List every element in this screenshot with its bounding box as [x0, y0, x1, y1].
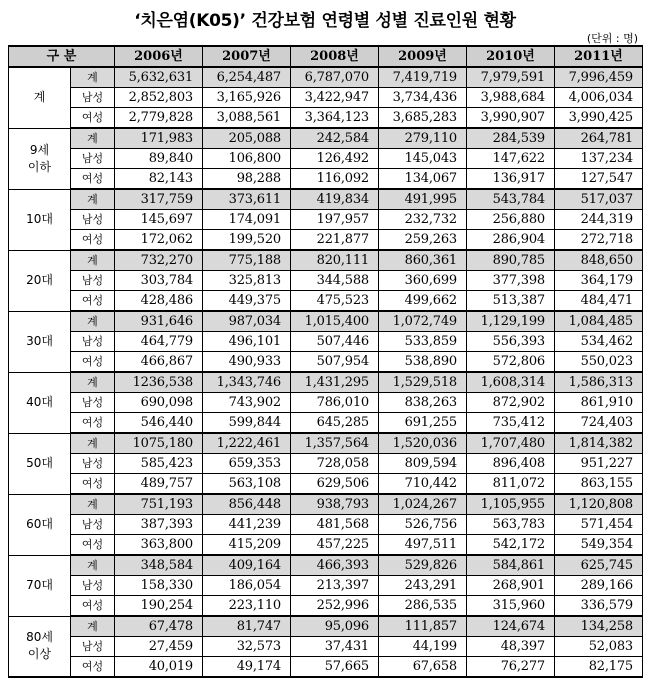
value-cell: 364,179	[555, 271, 643, 291]
value-cell: 489,757	[115, 474, 203, 495]
value-cell: 571,454	[555, 515, 643, 535]
value-cell: 3,990,425	[555, 108, 643, 129]
value-cell: 197,957	[291, 210, 379, 230]
value-cell: 3,734,436	[379, 88, 467, 108]
value-cell: 272,718	[555, 230, 643, 251]
table-row	[9, 515, 643, 535]
value-cell: 1,586,313	[555, 372, 643, 393]
age-group-label: 10대	[9, 189, 71, 250]
value-cell: 419,834	[291, 189, 379, 210]
sex-label: 남성	[71, 637, 115, 657]
value-cell: 286,535	[379, 596, 467, 617]
table-row	[9, 413, 643, 434]
value-cell: 284,539	[467, 128, 555, 149]
value-cell: 896,408	[467, 454, 555, 474]
value-cell: 116,092	[291, 169, 379, 190]
value-cell: 491,995	[379, 189, 467, 210]
value-cell: 289,166	[555, 576, 643, 596]
value-cell: 3,165,926	[203, 88, 291, 108]
value-cell: 348,584	[115, 555, 203, 576]
sex-label: 계	[71, 67, 115, 88]
value-cell: 1,520,036	[379, 433, 467, 454]
sex-label: 계	[71, 250, 115, 271]
value-cell: 1,222,461	[203, 433, 291, 454]
table-row	[9, 454, 643, 474]
value-cell: 1075,180	[115, 433, 203, 454]
age-group-label: 계	[9, 67, 71, 128]
value-cell: 546,440	[115, 413, 203, 434]
value-cell: 732,270	[115, 250, 203, 271]
value-cell: 3,422,947	[291, 88, 379, 108]
value-cell: 860,361	[379, 250, 467, 271]
value-cell: 111,857	[379, 616, 467, 637]
sex-label: 여성	[71, 413, 115, 434]
value-cell: 2,852,803	[115, 88, 203, 108]
table-row	[9, 616, 643, 637]
value-cell: 264,781	[555, 128, 643, 149]
value-cell: 147,622	[467, 149, 555, 169]
value-cell: 3,364,123	[291, 108, 379, 129]
table-row	[9, 88, 643, 108]
value-cell: 735,412	[467, 413, 555, 434]
value-cell: 728,058	[291, 454, 379, 474]
table-row	[9, 149, 643, 169]
table-row	[9, 494, 643, 515]
sex-label: 남성	[71, 88, 115, 108]
table-row	[9, 128, 643, 149]
header-year: 2009년	[379, 46, 467, 67]
value-cell: 303,784	[115, 271, 203, 291]
value-cell: 106,800	[203, 149, 291, 169]
value-cell: 629,506	[291, 474, 379, 495]
value-cell: 98,288	[203, 169, 291, 190]
table-row	[9, 230, 643, 251]
value-cell: 5,632,631	[115, 67, 203, 88]
value-cell: 563,783	[467, 515, 555, 535]
value-cell: 987,034	[203, 311, 291, 332]
value-cell: 325,813	[203, 271, 291, 291]
value-cell: 3,685,283	[379, 108, 467, 129]
value-cell: 76,277	[467, 657, 555, 678]
value-cell: 457,225	[291, 535, 379, 556]
unit-label: (단위 : 명)	[586, 32, 638, 45]
value-cell: 775,188	[203, 250, 291, 271]
header-year: 2011년	[555, 46, 643, 67]
value-cell: 205,088	[203, 128, 291, 149]
value-cell: 37,431	[291, 637, 379, 657]
value-cell: 7,419,719	[379, 67, 467, 88]
value-cell: 691,255	[379, 413, 467, 434]
value-cell: 67,478	[115, 616, 203, 637]
value-cell: 428,486	[115, 291, 203, 312]
sex-label: 남성	[71, 576, 115, 596]
value-cell: 172,062	[115, 230, 203, 251]
value-cell: 584,861	[467, 555, 555, 576]
sex-label: 남성	[71, 210, 115, 230]
value-cell: 1236,538	[115, 372, 203, 393]
table-row	[9, 474, 643, 495]
value-cell: 861,910	[555, 393, 643, 413]
value-cell: 507,954	[291, 352, 379, 373]
value-cell: 7,996,459	[555, 67, 643, 88]
value-cell: 360,699	[379, 271, 467, 291]
value-cell: 134,258	[555, 616, 643, 637]
value-cell: 259,263	[379, 230, 467, 251]
value-cell: 1,105,955	[467, 494, 555, 515]
value-cell: 1,814,382	[555, 433, 643, 454]
value-cell: 848,650	[555, 250, 643, 271]
value-cell: 409,164	[203, 555, 291, 576]
value-cell: 542,172	[467, 535, 555, 556]
sex-label: 계	[71, 494, 115, 515]
value-cell: 751,193	[115, 494, 203, 515]
sex-label: 여성	[71, 108, 115, 129]
value-cell: 3,088,561	[203, 108, 291, 129]
value-cell: 286,904	[467, 230, 555, 251]
value-cell: 48,397	[467, 637, 555, 657]
value-cell: 67,658	[379, 657, 467, 678]
sex-label: 여성	[71, 352, 115, 373]
value-cell: 336,579	[555, 596, 643, 617]
value-cell: 136,917	[467, 169, 555, 190]
table-row	[9, 291, 643, 312]
value-cell: 543,784	[467, 189, 555, 210]
value-cell: 82,143	[115, 169, 203, 190]
value-cell: 81,747	[203, 616, 291, 637]
age-group-label: 30대	[9, 311, 71, 372]
sex-label: 여성	[71, 230, 115, 251]
value-cell: 863,155	[555, 474, 643, 495]
sex-label: 남성	[71, 454, 115, 474]
sex-label: 계	[71, 616, 115, 637]
table-row	[9, 271, 643, 291]
value-cell: 856,448	[203, 494, 291, 515]
value-cell: 171,983	[115, 128, 203, 149]
table-row	[9, 210, 643, 230]
value-cell: 497,511	[379, 535, 467, 556]
value-cell: 232,732	[379, 210, 467, 230]
value-cell: 872,902	[467, 393, 555, 413]
table-row	[9, 67, 643, 88]
value-cell: 223,110	[203, 596, 291, 617]
value-cell: 244,319	[555, 210, 643, 230]
value-cell: 344,588	[291, 271, 379, 291]
header-row	[9, 46, 643, 67]
value-cell: 268,901	[467, 576, 555, 596]
value-cell: 127,547	[555, 169, 643, 190]
table-row	[9, 189, 643, 210]
value-cell: 599,844	[203, 413, 291, 434]
value-cell: 27,459	[115, 637, 203, 657]
value-cell: 158,330	[115, 576, 203, 596]
value-cell: 174,091	[203, 210, 291, 230]
sex-label: 계	[71, 555, 115, 576]
value-cell: 279,110	[379, 128, 467, 149]
value-cell: 1,072,749	[379, 311, 467, 332]
header-year: 2007년	[203, 46, 291, 67]
sex-label: 계	[71, 128, 115, 149]
value-cell: 449,375	[203, 291, 291, 312]
value-cell: 931,646	[115, 311, 203, 332]
sex-label: 남성	[71, 149, 115, 169]
value-cell: 786,010	[291, 393, 379, 413]
value-cell: 743,902	[203, 393, 291, 413]
table-row	[9, 637, 643, 657]
value-cell: 1,608,314	[467, 372, 555, 393]
value-cell: 124,674	[467, 616, 555, 637]
value-cell: 3,988,684	[467, 88, 555, 108]
value-cell: 1,707,480	[467, 433, 555, 454]
value-cell: 585,423	[115, 454, 203, 474]
value-cell: 199,520	[203, 230, 291, 251]
sex-label: 계	[71, 189, 115, 210]
value-cell: 529,826	[379, 555, 467, 576]
page-title: ‘치은염(K05)’ 건강보험 연령별 성별 진료인원 현황	[134, 11, 516, 31]
value-cell: 710,442	[379, 474, 467, 495]
value-cell: 126,492	[291, 149, 379, 169]
value-cell: 563,108	[203, 474, 291, 495]
value-cell: 490,933	[203, 352, 291, 373]
value-cell: 466,393	[291, 555, 379, 576]
value-cell: 690,098	[115, 393, 203, 413]
table-row	[9, 372, 643, 393]
value-cell: 538,890	[379, 352, 467, 373]
value-cell: 387,393	[115, 515, 203, 535]
value-cell: 625,745	[555, 555, 643, 576]
age-group-label: 40대	[9, 372, 71, 433]
value-cell: 7,979,591	[467, 67, 555, 88]
value-cell: 507,446	[291, 332, 379, 352]
value-cell: 550,023	[555, 352, 643, 373]
table-row	[9, 657, 643, 678]
value-cell: 186,054	[203, 576, 291, 596]
value-cell: 811,072	[467, 474, 555, 495]
sex-label: 여성	[71, 169, 115, 190]
value-cell: 809,594	[379, 454, 467, 474]
value-cell: 820,111	[291, 250, 379, 271]
table-row	[9, 332, 643, 352]
age-group-label: 60대	[9, 494, 71, 555]
value-cell: 243,291	[379, 576, 467, 596]
value-cell: 645,285	[291, 413, 379, 434]
value-cell: 534,462	[555, 332, 643, 352]
value-cell: 49,174	[203, 657, 291, 678]
value-cell: 724,403	[555, 413, 643, 434]
value-cell: 242,584	[291, 128, 379, 149]
sex-label: 남성	[71, 332, 115, 352]
value-cell: 838,263	[379, 393, 467, 413]
age-group-label: 20대	[9, 250, 71, 311]
table-row	[9, 393, 643, 413]
sex-label: 남성	[71, 393, 115, 413]
value-cell: 484,471	[555, 291, 643, 312]
value-cell: 1,129,199	[467, 311, 555, 332]
value-cell: 659,353	[203, 454, 291, 474]
value-cell: 40,019	[115, 657, 203, 678]
header-year: 2008년	[291, 46, 379, 67]
value-cell: 6,254,487	[203, 67, 291, 88]
value-cell: 256,880	[467, 210, 555, 230]
value-cell: 44,199	[379, 637, 467, 657]
value-cell: 526,756	[379, 515, 467, 535]
value-cell: 95,096	[291, 616, 379, 637]
age-group-label: 50대	[9, 433, 71, 494]
table-row	[9, 250, 643, 271]
sex-label: 여성	[71, 535, 115, 556]
age-group-label: 80세 이상	[9, 616, 71, 677]
value-cell: 1,120,808	[555, 494, 643, 515]
table-row	[9, 169, 643, 190]
value-cell: 377,398	[467, 271, 555, 291]
value-cell: 464,779	[115, 332, 203, 352]
sex-label: 여성	[71, 291, 115, 312]
value-cell: 373,611	[203, 189, 291, 210]
value-cell: 1,357,564	[291, 433, 379, 454]
value-cell: 1,084,485	[555, 311, 643, 332]
value-cell: 315,960	[467, 596, 555, 617]
table-row	[9, 311, 643, 332]
value-cell: 6,787,070	[291, 67, 379, 88]
value-cell: 1,431,295	[291, 372, 379, 393]
sex-label: 남성	[71, 515, 115, 535]
age-group-label: 70대	[9, 555, 71, 616]
value-cell: 145,697	[115, 210, 203, 230]
value-cell: 549,354	[555, 535, 643, 556]
age-group-label: 9세 이하	[9, 128, 71, 189]
header-year: 2006년	[115, 46, 203, 67]
sex-label: 남성	[71, 271, 115, 291]
value-cell: 466,867	[115, 352, 203, 373]
value-cell: 3,990,907	[467, 108, 555, 129]
value-cell: 190,254	[115, 596, 203, 617]
header-category: 구 분	[9, 46, 115, 67]
value-cell: 137,234	[555, 149, 643, 169]
value-cell: 57,665	[291, 657, 379, 678]
value-cell: 517,037	[555, 189, 643, 210]
value-cell: 1,024,267	[379, 494, 467, 515]
value-cell: 134,067	[379, 169, 467, 190]
value-cell: 89,840	[115, 149, 203, 169]
value-cell: 32,573	[203, 637, 291, 657]
value-cell: 221,877	[291, 230, 379, 251]
value-cell: 951,227	[555, 454, 643, 474]
value-cell: 496,101	[203, 332, 291, 352]
value-cell: 145,043	[379, 149, 467, 169]
value-cell: 317,759	[115, 189, 203, 210]
value-cell: 1,015,400	[291, 311, 379, 332]
table-row	[9, 352, 643, 373]
value-cell: 499,662	[379, 291, 467, 312]
value-cell: 938,793	[291, 494, 379, 515]
sex-label: 여성	[71, 596, 115, 617]
value-cell: 415,209	[203, 535, 291, 556]
value-cell: 363,800	[115, 535, 203, 556]
value-cell: 556,393	[467, 332, 555, 352]
value-cell: 441,239	[203, 515, 291, 535]
value-cell: 4,006,034	[555, 88, 643, 108]
sex-label: 계	[71, 372, 115, 393]
value-cell: 533,859	[379, 332, 467, 352]
value-cell: 475,523	[291, 291, 379, 312]
sex-label: 계	[71, 311, 115, 332]
value-cell: 252,996	[291, 596, 379, 617]
sex-label: 여성	[71, 657, 115, 678]
value-cell: 890,785	[467, 250, 555, 271]
value-cell: 2,779,828	[115, 108, 203, 129]
sex-label: 계	[71, 433, 115, 454]
table-row	[9, 576, 643, 596]
value-cell: 1,529,518	[379, 372, 467, 393]
value-cell: 513,387	[467, 291, 555, 312]
value-cell: 52,083	[555, 637, 643, 657]
sex-label: 여성	[71, 474, 115, 495]
data-table	[8, 45, 643, 678]
table-row	[9, 433, 643, 454]
value-cell: 572,806	[467, 352, 555, 373]
value-cell: 213,397	[291, 576, 379, 596]
table-row	[9, 108, 643, 129]
table-row	[9, 555, 643, 576]
header-year: 2010년	[467, 46, 555, 67]
value-cell: 1,343,746	[203, 372, 291, 393]
value-cell: 82,175	[555, 657, 643, 678]
value-cell: 481,568	[291, 515, 379, 535]
table-row	[9, 535, 643, 556]
table-row	[9, 596, 643, 617]
